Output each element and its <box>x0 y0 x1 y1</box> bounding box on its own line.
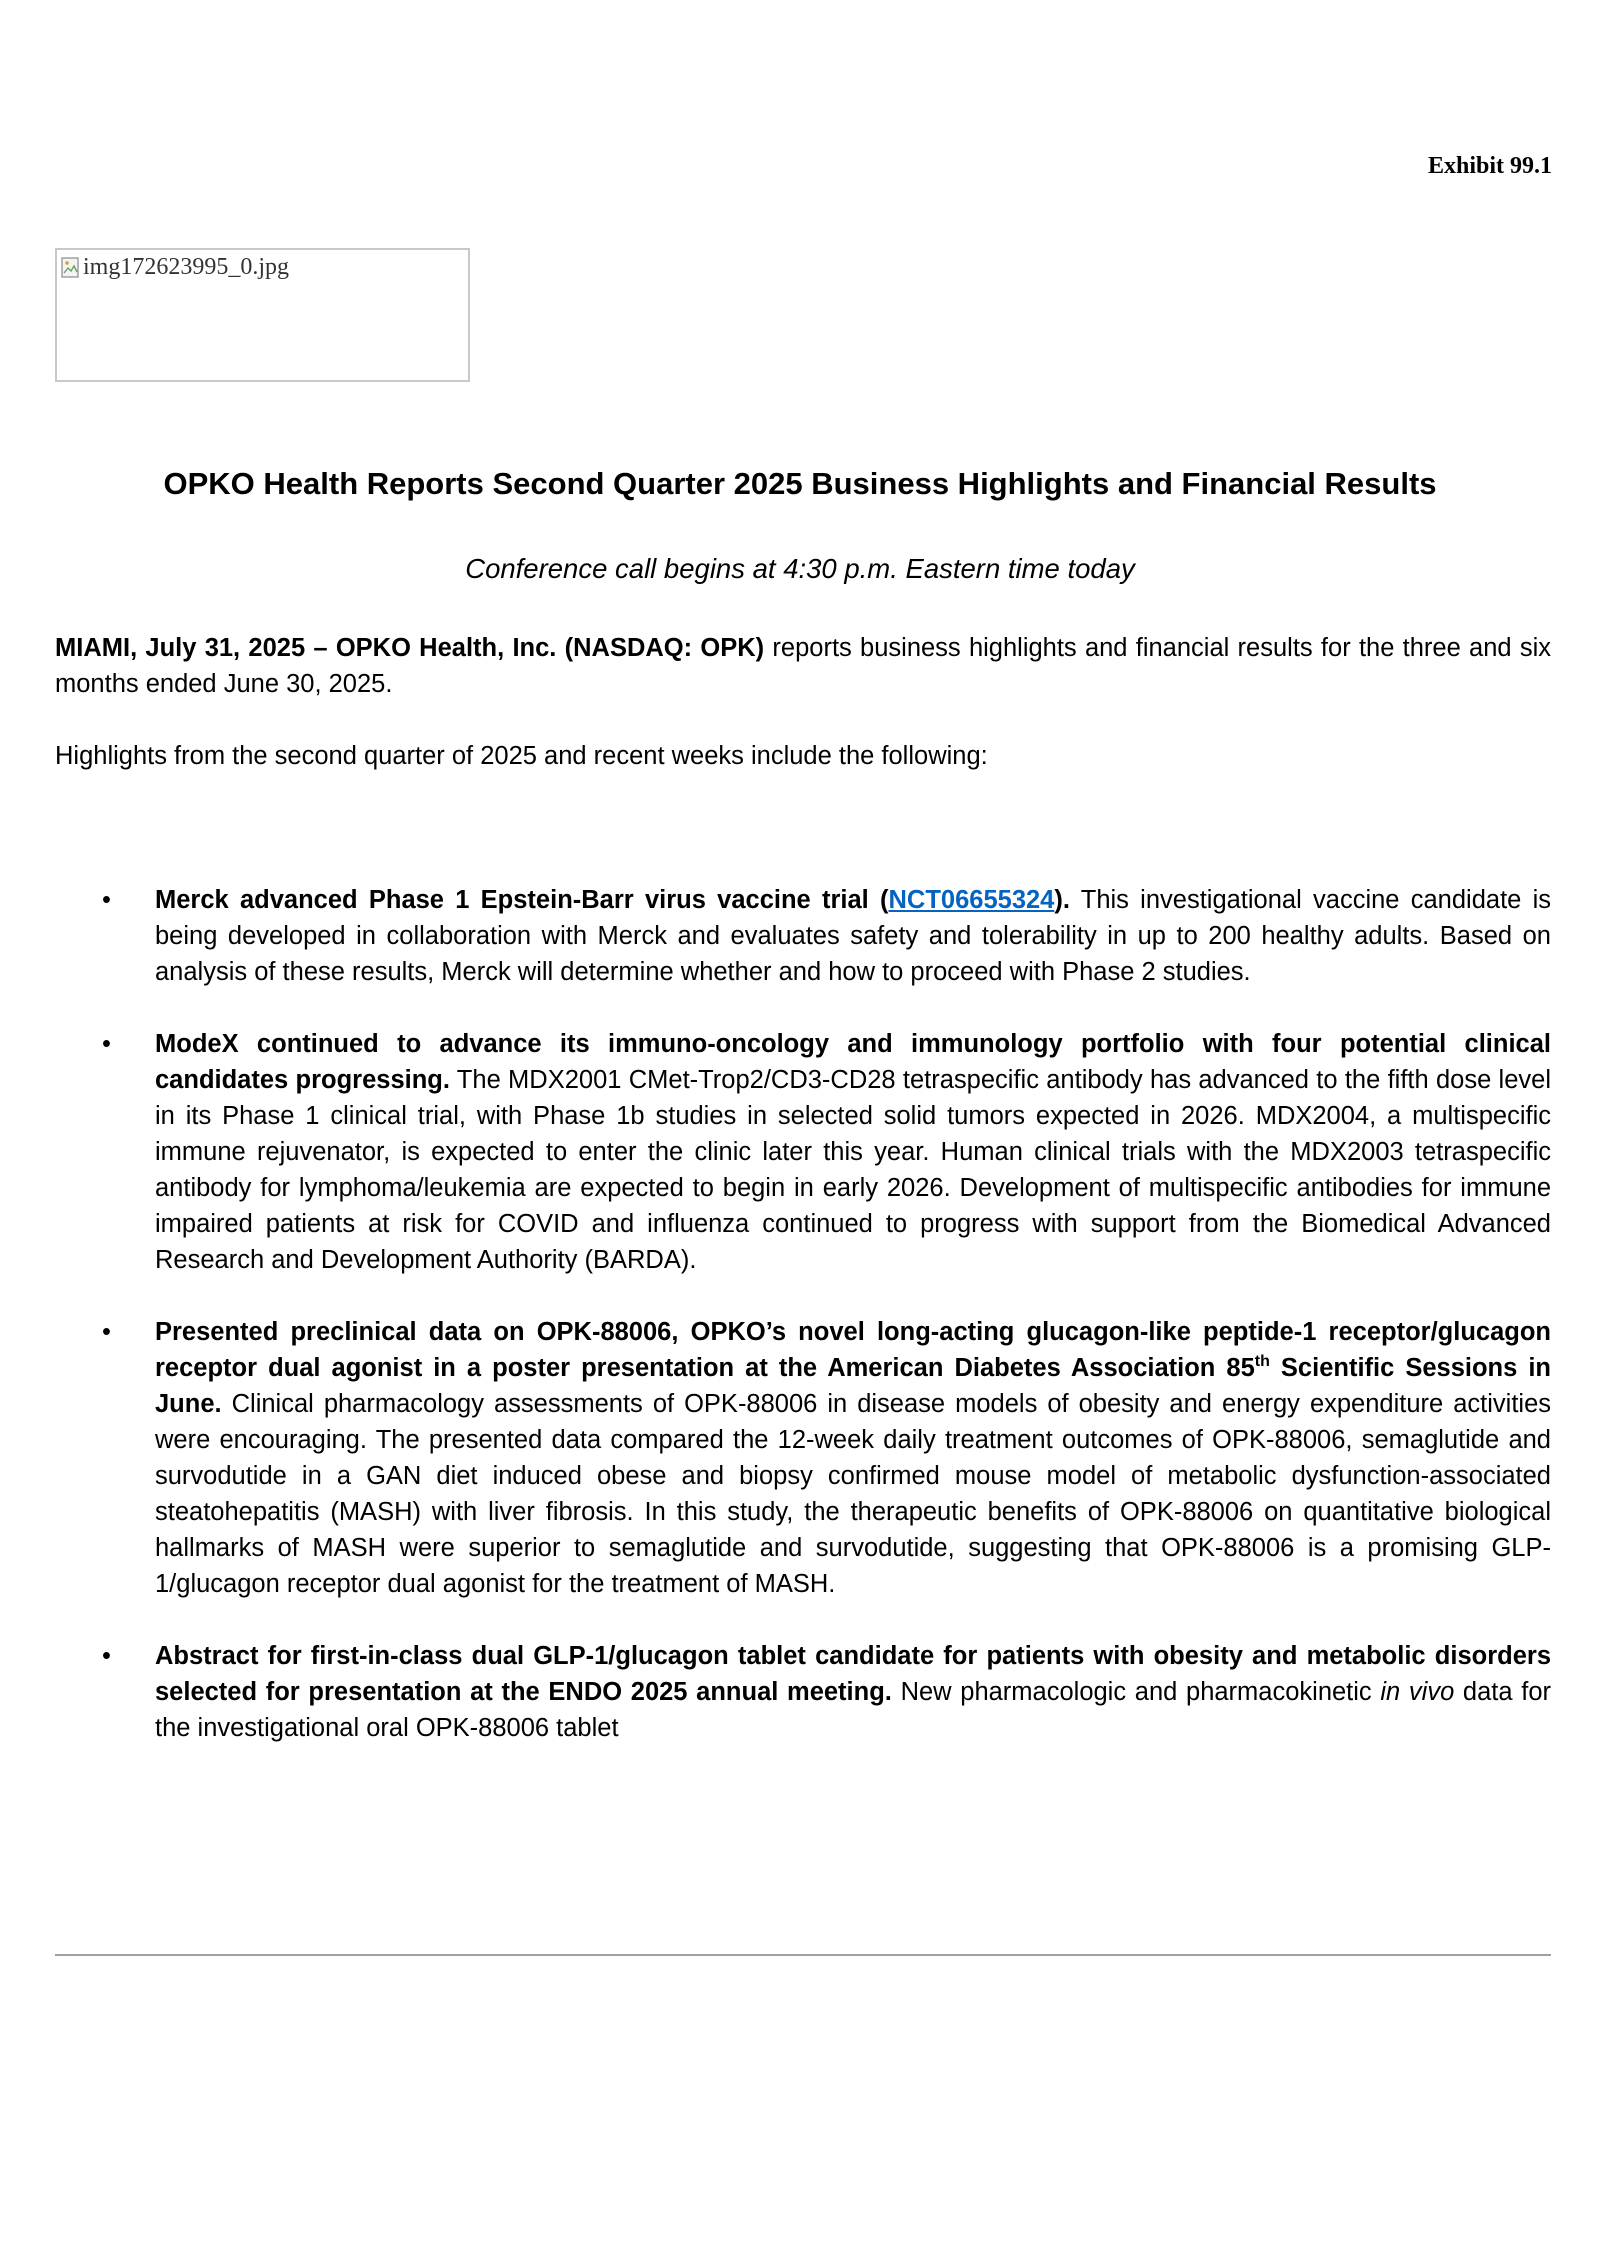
exhibit-label: Exhibit 99.1 <box>1427 153 1552 179</box>
press-release-body <box>55 630 1551 1746</box>
bullet-heading: ModeX continued to advance its immuno-oncology and immunology portfolio with four potential clinical candidates progressing. <box>155 1030 1551 1094</box>
bullet-italic-text: in vivo <box>1380 1678 1455 1706</box>
bullet-text: This investigational vaccine candidate is being developed in collaboration with Merck and evaluates safety and tolerability in up to 200 healthy adults. Based on analysis of these results, Merck will determine whether and how to proceed with Phase 2 studies. <box>155 886 1551 986</box>
superscript: th <box>1254 1353 1270 1370</box>
bullet-heading-end: ). <box>1054 886 1070 914</box>
clinical-trial-link[interactable]: NCT06655324 <box>888 886 1055 914</box>
list-item <box>55 1026 1551 1278</box>
image-alt-text: img172623995_0.jpg <box>83 254 290 280</box>
list-item <box>55 1314 1551 1602</box>
bullet-icon: • <box>102 1030 111 1058</box>
bullet-heading: Abstract for first-in-class dual GLP-1/glucagon tablet candidate for patients with obesity and metabolic disorders selected for presentation at the ENDO 2025 annual meeting. <box>155 1642 1551 1706</box>
bullet-icon: • <box>102 1642 111 1670</box>
bullet-heading-part: Scientific Sessions in June. <box>155 1354 1551 1418</box>
broken-image-icon <box>61 257 81 279</box>
company-logo-image <box>55 248 470 382</box>
bullet-heading: Merck advanced Phase 1 Epstein-Barr virus vaccine trial ( <box>155 886 889 914</box>
highlights-intro: Highlights from the second quarter of 2025 and recent weeks include the following: <box>55 742 988 770</box>
list-item <box>55 1638 1551 1746</box>
page-divider <box>55 1954 1551 1956</box>
bullet-icon: • <box>102 1318 111 1346</box>
bullet-text: Clinical pharmacology assessments of OPK-88006 in disease models of obesity and energy expenditure activities were encouraging. The presented data compared the 12-week daily treatment outcomes of OPK-88006, semaglutide and survodutide in a GAN diet induced obese and biopsy confirmed mouse model of metabolic dysfunction-associated steatohepatitis (MASH) with liver fibrosis. In this study, the therapeutic benefits of OPK-88006 on quantitative biological hallmarks of MASH were superior to semaglutide and survodutide, suggesting that OPK-88006 is a promising GLP-1/glucagon receptor dual agonist for the treatment of MASH. <box>155 1390 1551 1598</box>
bullet-text: The MDX2001 CMet-Trop2/CD3-CD28 tetraspecific antibody has advanced to the fifth dose level in its Phase 1 clinical trial, with Phase 1b studies in selected solid tumors expected in 2026. MDX2004, a multispecific immune rejuvenator, is expected to enter the clinic later this year. Human clinical trials with the MDX2003 tetraspecific antibody for lymphoma/leukemia are expected to begin in early 2026. Development of multispecific antibodies for immune impaired patients at risk for COVID and influenza continued to progress with support from the Biomedical Advanced Research and Development Authority (BARDA). <box>155 1066 1552 1274</box>
bullet-text: New pharmacologic and pharmacokinetic <box>891 1678 1381 1706</box>
bullet-heading-part: Presented preclinical data on OPK-88006, OPKO’s novel long-acting glucagon-like peptide-1 receptor/glucagon receptor dual agonist in a poster presentation at the American Diabetes Association 85 <box>155 1318 1551 1382</box>
dateline: MIAMI, July 31, 2025 – OPKO Health, Inc. (NASDAQ: OPK) <box>55 634 765 662</box>
intro-paragraph <box>55 630 1551 702</box>
press-release-subtitle: Conference call begins at 4:30 p.m. Eastern time today <box>465 553 1135 584</box>
list-item <box>55 882 1551 990</box>
broken-image-placeholder <box>61 254 289 281</box>
press-release-title: OPKO Health Reports Second Quarter 2025 Business Highlights and Financial Results <box>163 466 1437 501</box>
intro-text: reports business highlights and financial results for the three and six months ended June 30, 2025. <box>55 634 1552 698</box>
highlights-list <box>55 882 1551 1746</box>
bullet-icon: • <box>102 886 111 914</box>
bullet-text: data for the investigational oral OPK-88006 tablet <box>155 1678 1551 1742</box>
